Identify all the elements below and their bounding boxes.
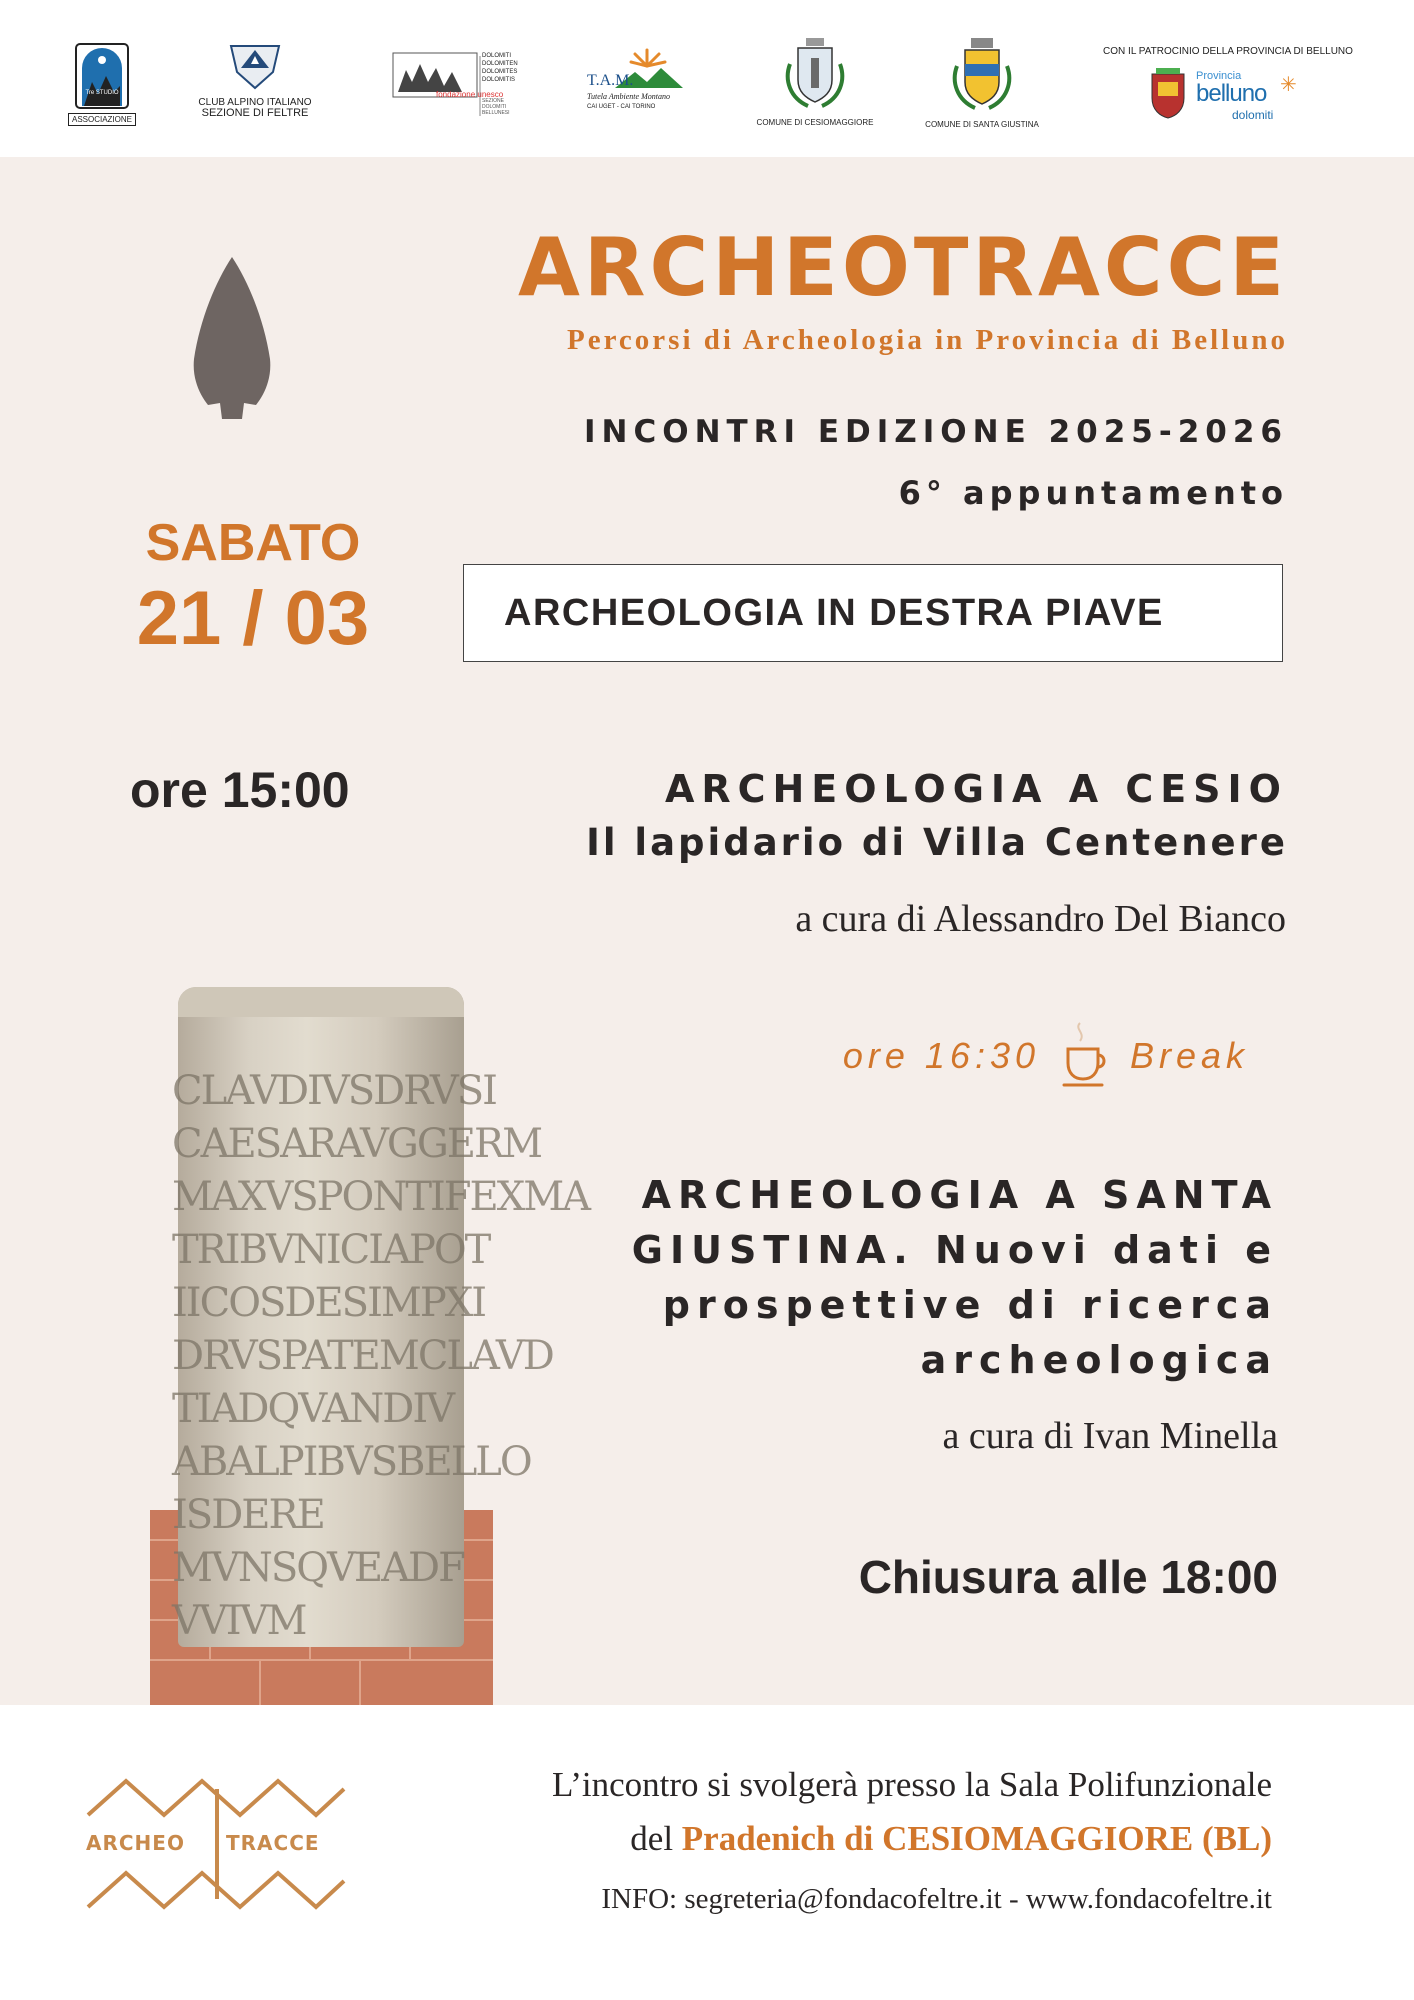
provincia-star-icon: ✳	[1280, 74, 1297, 96]
santa-giustina-logo	[922, 34, 1042, 130]
cesiomaggiore-crest-icon	[780, 34, 850, 112]
cesiomaggiore-logo	[755, 34, 875, 130]
talk2-title-line4: archeologica	[920, 1338, 1278, 1382]
provincia-crest-icon	[1148, 68, 1188, 120]
tam-logo	[585, 44, 695, 120]
inscription-line: ABALPIBVSBELLO	[172, 1439, 531, 1485]
patrocinio-text: CON IL PATROCINIO DELLA PROVINCIA DI BELLUNO	[1103, 46, 1353, 57]
cai-logo	[195, 42, 315, 122]
break-time: ore 16:30	[842, 1035, 1040, 1076]
closing-time: Chiusura alle 18:00	[858, 1551, 1278, 1603]
tam-footer: CAI UGET - CAI TORINO	[587, 104, 656, 110]
appointment-text: 6° appuntamento	[898, 474, 1288, 512]
provincia-belluno-logo	[1100, 46, 1356, 130]
talk2-title	[560, 1168, 1278, 1388]
break-label: Break	[1130, 1035, 1250, 1076]
info-website-link[interactable]: www.fondacofeltre.it	[1025, 1883, 1272, 1915]
info-label: INFO:	[601, 1883, 685, 1915]
talk1-time: ore 15:00	[130, 762, 350, 818]
theme-box	[463, 564, 1283, 662]
cai-line1: CLUB ALPINO ITALIANO	[198, 97, 312, 108]
santa-giustina-label: COMUNE DI SANTA GIUSTINA	[925, 120, 1039, 129]
cesiomaggiore-label: COMUNE DI CESIOMAGGIORE	[756, 118, 874, 127]
fondazione-dolomiti-logo	[392, 52, 522, 120]
talk1-author: a cura di Alessandro Del Bianco	[795, 898, 1286, 940]
title-text: ARCHEOTRACCE	[518, 221, 1288, 314]
inscription-line: CLAVDIVSDRVSI	[172, 1068, 496, 1114]
talk2-author: a cura di Ivan Minella	[942, 1415, 1278, 1457]
provincia-small-text: Provincia	[1196, 70, 1242, 82]
talk1-title-line2: Il lapidario di Villa Centenere	[586, 821, 1288, 864]
footer-logo-left: ARCHEO	[86, 1831, 185, 1855]
venue-line2	[400, 1819, 1272, 1859]
archeotracce-title	[456, 223, 1288, 313]
inscription-line: TRIBVNICIAPOT	[172, 1227, 490, 1273]
footer	[0, 1705, 1414, 2000]
venue-line1: L’incontro si svolgerà presso la Sala Polifunzionale	[552, 1765, 1272, 1804]
date-value: 21 / 03	[136, 576, 370, 661]
fondazione-side-text: DOLOMITI DOLOMITEN DOLOMITES DOLOMITIS	[482, 53, 518, 83]
inscription-line: ISDERE	[172, 1492, 324, 1538]
association-logo-label: ASSOCIAZIONE	[68, 113, 136, 126]
inscription-line: CAESARAVGGERM	[172, 1121, 542, 1167]
inscription-line: MVNSQVEADF	[172, 1545, 464, 1591]
inscription-line: MAXVSPONTIFEXMA	[172, 1174, 590, 1220]
inscribed-column	[172, 987, 590, 1647]
theme-text: ARCHEOLOGIA IN DESTRA PIAVE	[504, 592, 1164, 634]
fondazione-sub-text: SEZIONE DOLOMITI BELLUNESI	[482, 98, 510, 116]
talk1-title-line1: ARCHEOLOGIA A CESIO	[664, 767, 1288, 811]
info-line	[400, 1883, 1272, 1916]
info-separator: -	[1001, 1883, 1026, 1915]
tam-title: T.A.M.	[587, 72, 634, 89]
provincia-name-text: belluno	[1196, 80, 1267, 107]
tam-subtitle: Tutela Ambiente Montano	[587, 92, 670, 101]
cai-emblem-icon	[225, 42, 285, 92]
venue-highlight: Pradenich di CESIOMAGGIORE (BL)	[681, 1819, 1272, 1858]
talk2-title-line2: GIUSTINA. Nuovi dati e	[631, 1228, 1278, 1272]
santa-giustina-crest-icon	[947, 34, 1017, 114]
inscription-line: VVIVM	[172, 1598, 306, 1644]
edition-text: INCONTRI EDIZIONE 2025-2026	[583, 414, 1288, 450]
talk2-title-line3: prospettive di ricerca	[662, 1283, 1278, 1327]
association-emblem-icon	[68, 42, 136, 110]
association-logo	[68, 42, 136, 122]
fondazione-text: fondazione unesco	[436, 90, 504, 99]
date-day: SABATO	[145, 514, 361, 572]
association-logo-toptext: Tre STUDIO	[85, 90, 119, 96]
provincia-sub-text: dolomiti	[1232, 108, 1274, 122]
arrowhead-icon	[186, 255, 278, 421]
venue-prefix: del	[630, 1819, 682, 1858]
inscription-line: DRVSPATEMCLAVD	[172, 1333, 553, 1379]
inscription-text	[172, 1065, 590, 1648]
footer-logo-right: TRACCE	[226, 1831, 320, 1855]
logo-bar	[0, 0, 1414, 157]
poster-body	[0, 157, 1414, 1705]
cai-line2: SEZIONE DI FELTRE	[201, 107, 309, 119]
coffee-cup-icon	[1060, 1019, 1110, 1091]
talk2-title-line1: ARCHEOLOGIA A SANTA	[641, 1173, 1278, 1217]
info-email-link[interactable]: segreteria@fondacofeltre.it	[684, 1883, 1002, 1915]
inscription-line: TIADQVANDIV	[172, 1386, 454, 1432]
title-subtitle: Percorsi di Archeologia in Provincia di Belluno	[566, 324, 1288, 356]
inscription-line: IICOSDESIMPXI	[172, 1280, 486, 1326]
